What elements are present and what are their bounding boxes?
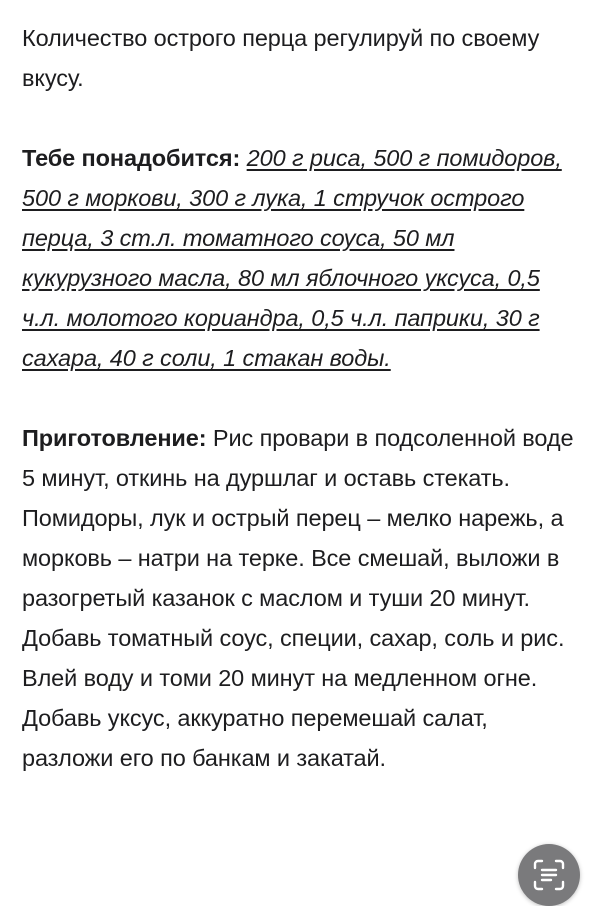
intro-paragraph [22, 18, 578, 98]
ingredients-paragraph [22, 138, 578, 378]
text-scan-icon [532, 858, 566, 892]
article-body [22, 18, 578, 778]
preparation-paragraph [22, 418, 578, 778]
preparation-label: Приготовление: [22, 425, 207, 451]
preparation-text: Рис провари в подсоленной воде 5 минут, откинь на дуршлаг и оставь стекать. Помидоры, лук и острый перец – мелко нарежь, а морковь – натри на терке. Все смешай, выложи в разогретый казанок с маслом и туши 20 минут. Добавь томатный соус, специи, сахар, соль и рис. Влей воду и томи 20 минут на медленном огне. Добавь уксус, аккуратно перемешай салат, разложи его по банкам и закатай. [22, 425, 574, 771]
ingredients-link[interactable]: 200 г риса, 500 г помидоров, 500 г моркови, 300 г лука, 1 стручок острого перца, 3 ст.л. томатного соуса, 50 мл кукурузного масла, 80 мл яблочного уксуса, 0,5 ч.л. молотого кориандра, 0,5 ч.л. паприки, 30 г сахара, 40 г соли, 1 стакан воды. [22, 145, 562, 371]
intro-text: Количество острого перца регулируй по своему вкусу. [22, 25, 540, 91]
live-text-scan-button[interactable] [518, 844, 580, 906]
ingredients-label: Тебе понадобится: [22, 145, 241, 171]
